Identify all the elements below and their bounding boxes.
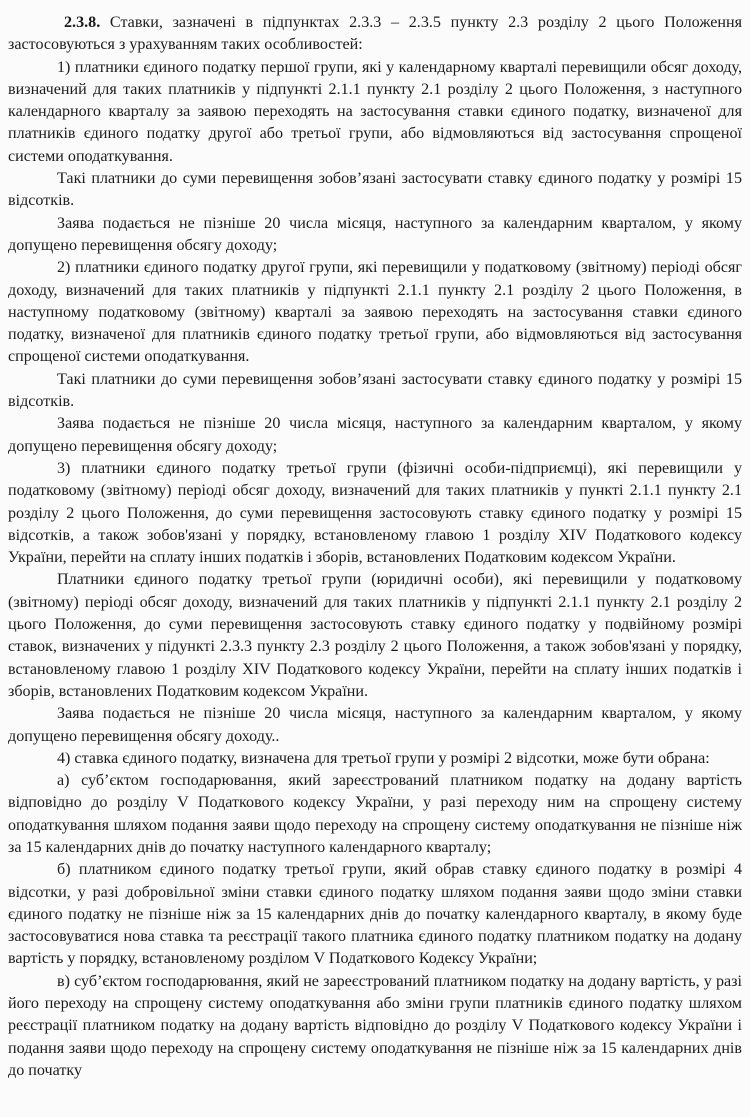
paragraph: Такі платники до суми перевищення зобов’язані застосувати ставку єдиного податку у розмірі 15 відсотків. (8, 370, 742, 411)
paragraph-subitem-a: а) суб’єктом господарювання, який зареєстрований платником податку на додану вартість відповідно до розділу V Податкового кодексу України, у разі переходу ним на спрощену систему оподаткування шляхом подання заяви щодо переходу на спрощену систему оподаткування не пізніше ніж за 15 календарних днів до початку наступного календарного кварталу; (8, 772, 742, 856)
paragraph: Заява подається не пізніше 20 числа місяця, наступного за календарним кварталом, у якому допущено перевищення обсягу доходу; (8, 415, 742, 455)
paragraph-item-3: 3) платники єдиного податку третьої групи (фізичні особи-підприємці), які перевищили у податковому (звітному) періоді обсяг доходу, визначений для таких платників у пункті 2.1.1 пункту 2.1 розділу 2 цього Положення, до суми перевищення застосовують ставку єдиного податку у розмірі 15 відсотків, а також зобов'язані у порядку, встановленому главою 1 розділу XIV Податкового кодексу України, перейти на сплату інших податків і зборів, встановлених Податковим кодексом України. (8, 459, 742, 567)
paragraph-intro (8, 12, 742, 57)
paragraph-item-2: 2) платники єдиного податку другої групи, які перевищили у податковому (звітному) періоді обсяг доходу, визначений для таких платників у підпункті 2.1.1 пункту 2.1 розділу 2 цього Положення, в наступному податковому (звітному) кварталі за заявою переходять на застосування ставки єдиного податку, визначеної для платників єдиного податку третьої групи, або відмовляються від застосування спрощеної системи оподаткування. (8, 259, 742, 366)
section-number: 2.3.8. (64, 14, 101, 31)
paragraph-item-1: 1) платники єдиного податку першої групи, які у календарному кварталі перевищили обсяг доходу, визначений для таких платників у підпункті 2.1.1 пункту 2.1 розділу 2 цього Положення, з наступного календарного кварталу за заявою переходять на застосування ставки єдиного податку, визначеної для платників єдиного податку другої або третьої групи, або відмовляються від застосування спрощеної системи оподаткування. (8, 58, 742, 165)
paragraph: Платники єдиного податку третьої групи (юридичні особи), які перевищили у податковому (звітному) періоді обсяг доходу, визначений для таких платників у підпункті 2.1.1 пункту 2.1 розділу 2 цього Положення, до суми перевищення застосовують ставку єдиного податку у подвійному розмірі ставок, визначених у підункті 2.3.3 пункту 2.3 розділу 2 цього Положення, а також зобов'язані у порядку, встановленому главою 1 розділу XIV Податкового кодексу України, перейти на сплату інших податків і зборів, встановлених Податковим кодексом України. (8, 571, 742, 700)
paragraph: Заява подається не пізніше 20 числа місяця, наступного за календарним кварталом, у якому допущено перевищення обсягу доходу.. (8, 705, 742, 745)
paragraph: Такі платники до суми перевищення зобов’язані застосувати ставку єдиного податку у розмірі 15 відсотків. (8, 170, 742, 210)
paragraph-subitem-b: б) платником єдиного податку третьої групи, який обрав ставку єдиного податку в розмірі 4 відсотки, у разі добровільної зміни ставки єдиного податку шляхом подання заяви щодо зміни ставки єдиного податку не пізніше ніж за 15 календарних днів до початку календарного кварталу, в якому буде застосовуватися нова ставка та реєстрації такого платника єдиного податку платником податку на додану вартість у порядку, встановленому розділом V Податкового Кодексу України; (8, 861, 742, 968)
paragraph-subitem-c: в) суб’єктом господарювання, який не зареєстрований платником податку на додану вартість, у разі його переходу на спрощену систему оподаткування або зміни групи платників єдиного податку шляхом реєстрації платником податку на додану вартість відповідно до розділу V Податкового кодексу України і подання заяви щодо переходу на спрощену систему оподаткування не пізніше ніж за 15 календарних днів до початку (8, 972, 742, 1079)
paragraph-item-4: 4) ставка єдиного податку, визначена для третьої групи у розмірі 2 відсотки, може бути обрана: (57, 749, 710, 767)
paragraph: Заява подається не пізніше 20 числа місяця, наступного за календарним кварталом, у якому допущено перевищення обсягу доходу; (8, 214, 742, 254)
paragraph-text: Ставки, зазначені в підпунктах 2.3.3 – 2.3.5 пункту 2.3 розділу 2 цього Положення застосовуються з урахуванням таких особливостей: (8, 14, 742, 54)
